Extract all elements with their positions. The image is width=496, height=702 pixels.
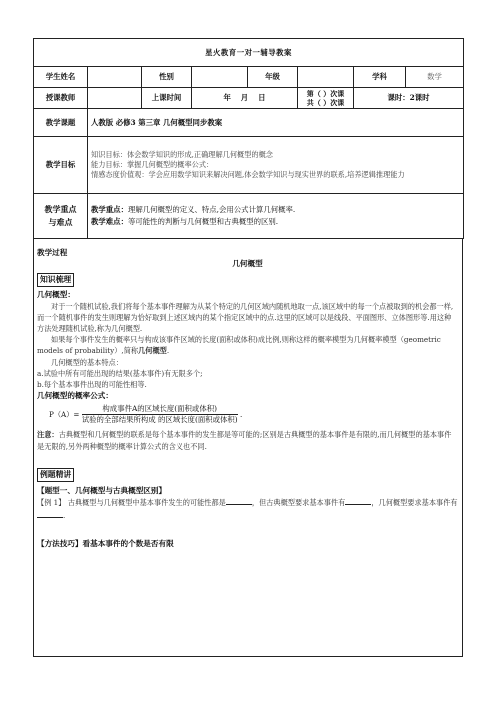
formula-prefix: P（A）= [49,410,80,420]
answer-blank-2[interactable] [345,497,371,505]
note-label: 注意： [37,430,59,440]
grade-label: 年级 [248,67,298,88]
keypoints-content [88,194,464,239]
spacer [37,452,458,464]
example-1-label: 【例 1】 [37,498,66,508]
session-line-2: 共（ ）次课 [306,98,345,107]
grade-value[interactable] [298,67,354,88]
session-count [298,88,354,109]
example-1-text-4: . [63,511,66,521]
session-line-1: 第（ ）次课 [306,89,345,98]
process-heading: 教学过程 [37,248,68,257]
probability-formula [49,404,458,425]
method-heading: 【方法技巧】看基本事件的个数是否有限 [37,539,174,549]
example-1 [37,496,458,522]
gender-value[interactable] [192,67,248,88]
example-1-text-1: 古典概型与几何概型中基本事件发生的可能性都是 [67,498,226,508]
goal-attitude: 情感态度价值观：学会应用数学知识来解决问题,体会数学知识与现实世界的联系,培养逻辑推理能力 [91,170,405,179]
formula-numerator: 构成事件A的区域长度(面积或体积) [82,404,238,415]
plan-title: 星火教育一对一辅导教案 [34,39,464,67]
class-duration: 课时：2课时 [354,88,464,109]
keypoints-label-line-1: 教学重点 [44,204,77,214]
feature-a: a.试验中所有可能出现的结果(基本事件)有无限多个; [37,368,203,378]
teacher-value[interactable] [88,88,142,109]
class-date: 年 月 日 [192,88,298,109]
formula-heading: 几何概型的概率公式： [37,391,113,401]
model-paragraph [37,334,458,356]
model-paragraph-end: . [166,346,170,356]
student-name-value[interactable] [88,67,142,88]
model-term: 几何概型 [138,346,167,356]
lesson-info-table [33,38,464,239]
note-paragraph [37,429,458,451]
focus-text: 理解几何概型的定义、特点,会用公式计算几何概率. [127,205,296,214]
answer-blank-1[interactable] [226,497,252,505]
focus-label: 教学重点： [91,205,128,214]
definition-paragraph: 对于一个随机试验,我们将每个基本事件理解为从某个特定的几何区域内随机地取一点,该区域中的每一个点被取到的机会都一样,而一个随机事件的发生则理解为恰好取到上述区域内的某个指定区域中的点.这里的区域可以是线段、平面图形、立体图形等.用这种方法处理随机试验,称为几何概型. [37,301,454,334]
formula-denominator: 试验的全部结果所构成 的区域长度(面积或体积) [81,415,238,425]
lesson-plan-page [33,38,463,657]
goals-content [88,137,464,194]
difficulty-label: 教学难点： [91,217,128,226]
subject-value: 数学 [406,67,464,88]
note-text: 古典概型和几何概型的联系是每个基本事件的发生都是等可能的;区别是古典概型的基本事件是有限的,而几何概型的基本事件是无限的,另外两种概型的概率计算公式的含义也不同. [37,430,452,451]
process-subtitle: 几何概型 [232,259,263,269]
formula-suffix: . [239,410,243,420]
knowledge-tag: 知识梳理 [37,273,74,287]
difficulty-line [91,216,460,228]
goal-knowledge: 知识目标：体会数学知识的形成,正确理解几何概型的概念 [91,150,273,159]
example-1-text-3: ，几何概型要求基本事件有 [371,498,458,508]
topic-value: 人教版 必修3 第三章 几何概型同步教案 [88,109,464,137]
example-1-text-2: ，但古典概型要求基本事件有 [251,498,346,508]
difficulty-text: 等可能性的判断与几何概型和古典概型的区别. [127,217,279,226]
keypoints-label [34,194,88,239]
keypoints-label-line-2: 与难点 [48,217,73,227]
gender-label: 性别 [142,67,192,88]
topic-label: 教学课题 [34,109,88,137]
type1-heading: 【题型一、几何概型与古典概型区别】 [37,485,167,495]
examples-tag: 例题精讲 [37,468,74,482]
class-time-label: 上课时间 [142,88,192,109]
teacher-label: 授课教师 [34,88,88,109]
spacer-2 [37,522,458,538]
subject-label: 学科 [354,67,406,88]
feature-b: b.每个基本事件出现的可能性相等. [37,380,147,390]
focus-line [91,204,460,216]
goal-ability: 能力目标：掌握几何概型的概率公式： [91,160,214,169]
goals-label: 教学目标 [34,137,88,194]
model-paragraph-text: 如果每个事件发生的概率只与构成该事件区域的长度(面积或体积)成比例,则称这样的概率模型为几何概率模型（geometric models of probability）,简称 [37,335,441,356]
answer-blank-3[interactable] [37,510,66,521]
features-intro: 几何概型的基本特点： [51,357,123,367]
student-name-label: 学生姓名 [34,67,88,88]
teaching-process-section [33,239,463,657]
formula-fraction [82,404,238,425]
definition-heading: 几何概型： [37,290,75,300]
